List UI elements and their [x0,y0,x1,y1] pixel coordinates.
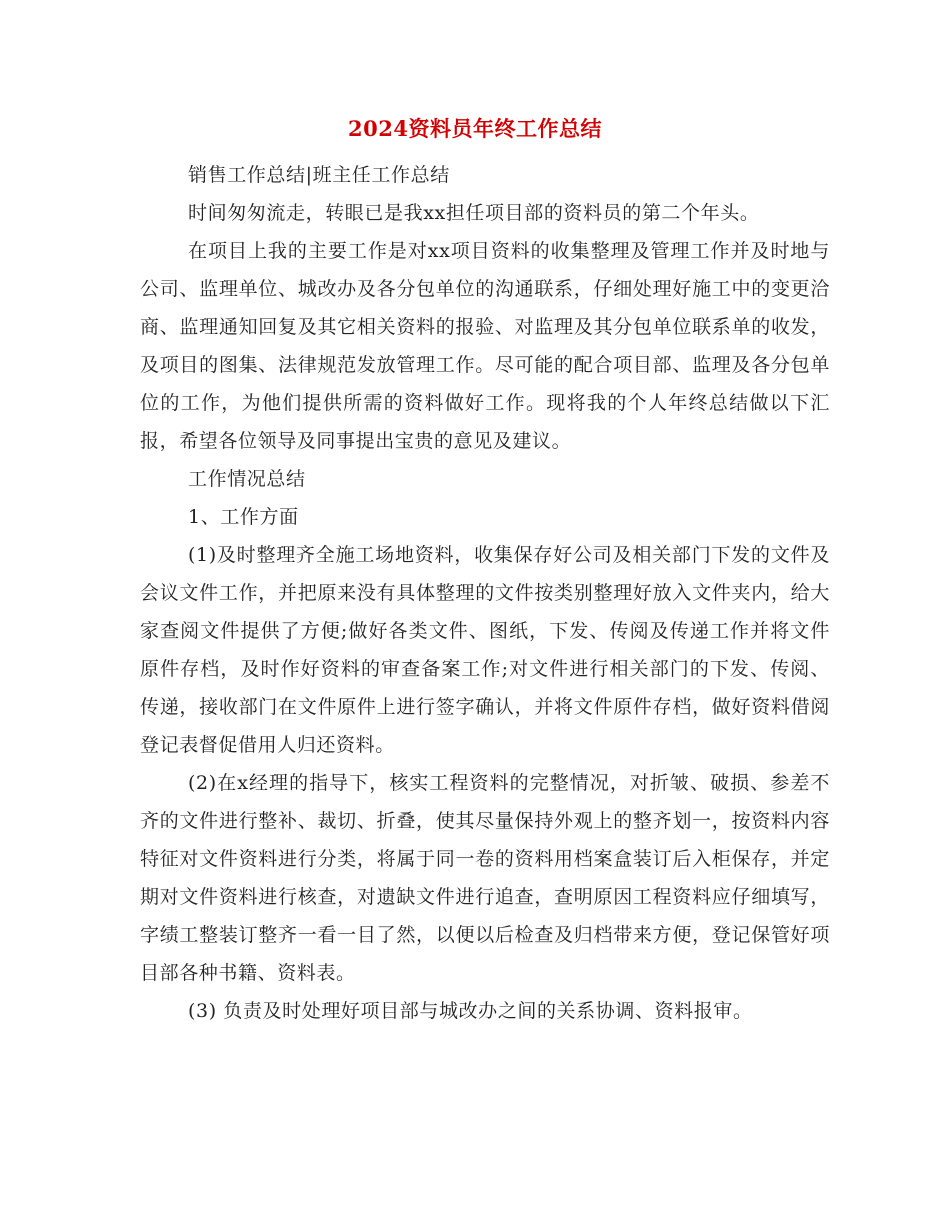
section-heading: 工作情况总结 [188,468,306,490]
paragraph: (2)在x经理的指导下，核实工程资料的完整情况，对折皱、破损、参差不齐的文件进行整补、裁切、折叠，使其尽量保持外观上的整齐划一，按资料内容特征对文件资料进行分类，将属于同一卷的资料用档案盒装订后入柜保存，并定期对文件资料进行核查，对遗缺文件进行追查，查明原因工程资料应仔细填写，字绩工整装订整齐一看一目了然，以便以后检查及归档带来方便，登记保管好项目部各种书籍、资料表。 [140,772,830,984]
paragraph: (1)及时整理齐全施工场地资料，收集保存好公司及相关部门下发的文件及会议文件工作，并把原来没有具体整理的文件按类别整理好放入文件夹内，给大家查阅文件提供了方便;做好各类文件、图纸，下发、传阅及传递工作并将文件原件存档，及时作好资料的审查备案工作;对文件进行相关部门的下发、传阅、传递，接收部门在文件原件上进行签字确认，并将文件原件存档，做好资料借阅登记表督促借用人归还资料。 [140,544,830,756]
paragraph: (3) 负责及时处理好项目部与城改办之间的关系协调、资料报审。 [188,1000,753,1022]
document-body [140,156,830,1030]
paragraph: 销售工作总结|班主任工作总结 [188,164,450,186]
paragraph: 在项目上我的主要工作是对xx项目资料的收集整理及管理工作并及时地与公司、监理单位、城改办及各分包单位的沟通联系，仔细处理好施工中的变更洽商、监理通知回复及其它相关资料的报验、对监理及其分包单位联系单的收发，及项目的图集、法律规范发放管理工作。尽可能的配合项目部、监理及各分包单位的工作，为他们提供所需的资料做好工作。现将我的个人年终总结做以下汇报，希望各位领导及同事提出宝贵的意见及建议。 [140,240,830,452]
document-title: 2024资料员年终工作总结 [348,116,602,141]
subsection-heading: 1、工作方面 [188,506,299,528]
paragraph: 时间匆匆流走，转眼已是我xx担任项目部的资料员的第二个年头。 [188,202,760,224]
